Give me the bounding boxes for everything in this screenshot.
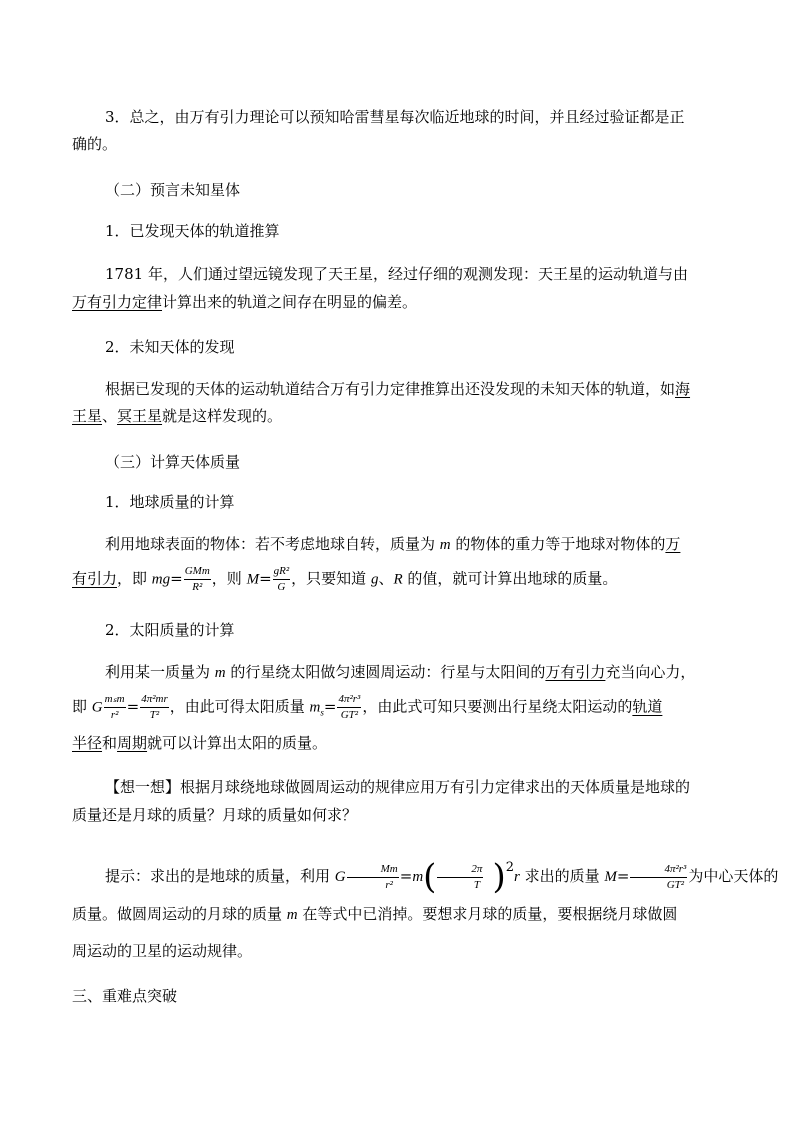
paragraph-halley-l2: 确的。 bbox=[72, 135, 118, 153]
heading-unknown-discovery: 2．未知天体的发现 bbox=[105, 338, 235, 356]
formula-fraction: $\frac{\text{mₛm}}{\text{r²}}$ bbox=[104, 693, 125, 721]
paragraph-earth-l1: 利用地球表面的物体：若不考虑地球自转，质量为 m 的物体的重力等于地球对物体的万 bbox=[105, 535, 681, 553]
heading-orbit-calc: 1．已发现天体的轨道推算 bbox=[105, 222, 280, 240]
formula-fraction: $\frac{\text{gR²}}{G}$ bbox=[273, 565, 290, 593]
formula-fraction: $\frac{2\pi}{T}$ bbox=[437, 863, 483, 892]
think-box-l1: 【想一想】根据月球绕地球做圆周运动的规律应用万有引力定律求出的天体质量是地球的 bbox=[105, 778, 691, 796]
paragraph-sun-l3: 半径和周期就可以计算出太阳的质量。 bbox=[72, 734, 328, 752]
heading-earth-mass: 1．地球质量的计算 bbox=[105, 493, 235, 511]
formula-fraction: $\frac{\text{4π²mr}}{\text{T²}}$ bbox=[141, 693, 168, 721]
paragraph-unknown-l2: 王星、冥王星就是这样发现的。 bbox=[72, 407, 283, 425]
paragraph-1781-l2: 万有引力定律计算出来的轨道之间存在明显的偏差。 bbox=[72, 293, 418, 311]
paragraph-sun-l2: 即 G $\frac{\text{mₛm}}{\text{r²}}$ = $\frac{\text{4π²mr}}{\text{T²}}$ ，由此可得太阳质量 $m_s=$ $\frac{\text{4π²r³}}{\text{GT²}}$ ，由此式可知只要测出行星绕太阳运动的轨道 bbox=[72, 693, 663, 721]
formula-fraction: $\frac{\text{GMm}}{\text{R²}}$ bbox=[184, 565, 210, 593]
paragraph-1781-l1: 1781 年，人们通过望远镜发现了天王星，经过仔细的观测发现：天王星的运动轨道与由 bbox=[105, 265, 688, 283]
paragraph-sun-l1: 利用某一质量为 m 的行星绕太阳做匀速圆周运动：行星与太阳间的万有引力充当向心力， bbox=[105, 663, 696, 681]
paragraph-halley-l1: 3．总之，由万有引力理论可以预知哈雷彗星每次临近地球的时间，并且经过验证都是正 bbox=[105, 108, 685, 126]
formula-fraction: $\frac{\text{4π²r³}}{\text{GT²}}$ bbox=[630, 863, 687, 892]
heading-calc-mass: （三）计算天体质量 bbox=[105, 453, 241, 471]
formula-fraction: $\frac{Mm}{\text{r²}}$ bbox=[347, 863, 399, 892]
formula-fraction: $\frac{\text{4π²r³}}{\text{GT²}}$ bbox=[338, 693, 361, 721]
paragraph-unknown-l1: 根据已发现的天体的运动轨道结合万有引力定律推算出还没发现的未知天体的轨道，如海 bbox=[105, 380, 691, 398]
hint-l1: 提示：求出的是地球的质量，利用 G $\frac{Mm}{\text{r²}}$ =m( $\frac{2\pi}{T}$ )2r 求出的质量 M= $\frac{\text{4π²r³}}{\text{GT²}}$ 为中心天体的 bbox=[105, 857, 779, 897]
heading-predict-unknown: （二）预言未知星体 bbox=[105, 181, 241, 199]
paragraph-earth-l2: 有引力，即 mg= $\frac{\text{GMm}}{\text{R²}}$ ，则 M= $\frac{\text{gR²}}{G}$ ，只要知道 g、R 的值，就可计算出地球的质量。 bbox=[72, 565, 618, 593]
heading-sun-mass: 2．太阳质量的计算 bbox=[105, 621, 235, 639]
link-gravitation-law: 万有引力定律 bbox=[72, 293, 163, 311]
hint-l3: 周运动的卫星的运动规律。 bbox=[72, 942, 253, 960]
heading-section-3: 三、重难点突破 bbox=[72, 987, 178, 1005]
hint-l2: 质量。做圆周运动的月球的质量 m 在等式中已消掉。要想求月球的质量，要根据绕月球做圆 bbox=[72, 905, 678, 923]
think-box-l2: 质量还是月球的质量？月球的质量如何求？ bbox=[72, 806, 358, 824]
